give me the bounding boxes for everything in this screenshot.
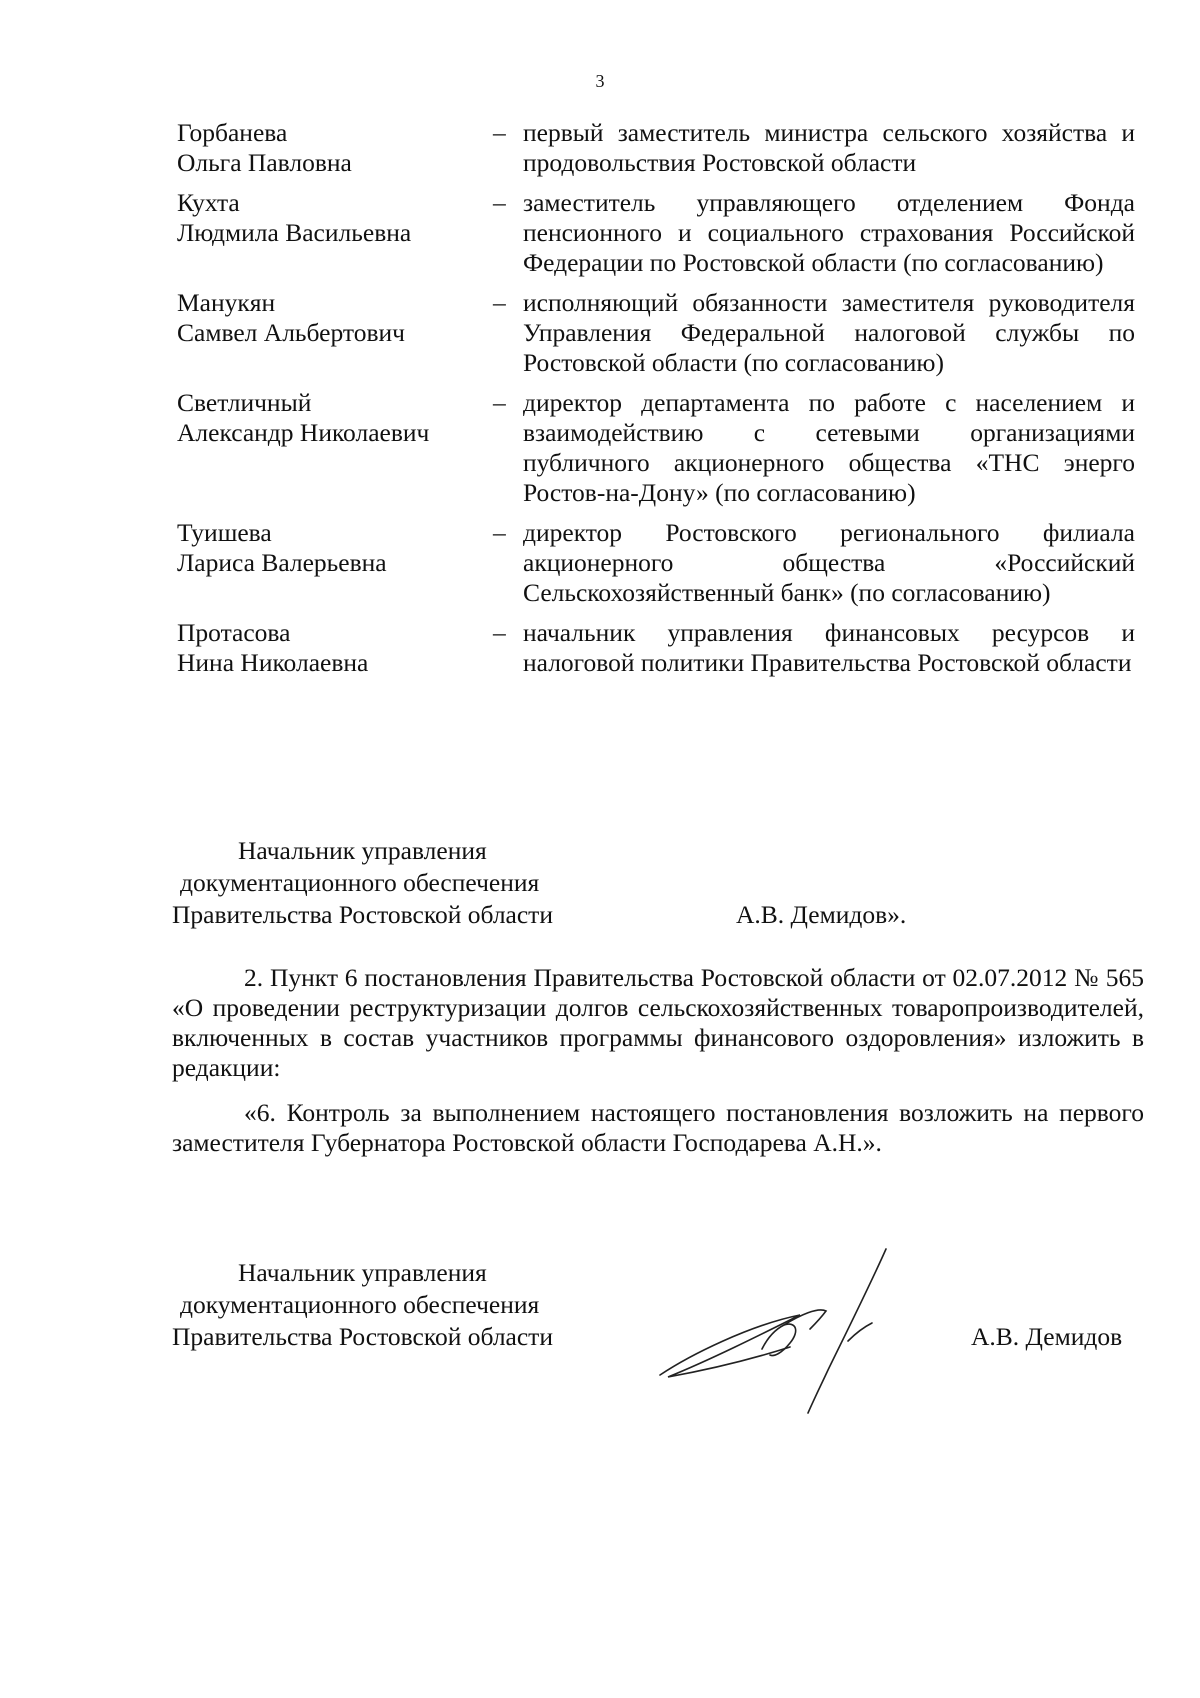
handwritten-signature (650, 1245, 930, 1420)
member-name (177, 618, 493, 678)
dash: – (493, 518, 506, 547)
member-surname: Туишева (177, 518, 272, 547)
signoff-title-line: Начальник управления (238, 1258, 487, 1287)
member-name (177, 118, 493, 178)
dash: – (493, 118, 506, 147)
commission-members-list (177, 118, 1137, 688)
paragraph (172, 1098, 1144, 1158)
signatory-name: А.В. Демидов». (736, 900, 907, 929)
paragraph-text: 2. Пункт 6 постановления Правительства Ростовской области от 02.07.2012 № 565 «О проведении реструктуризации долгов сельскохозяйственных товаропроизводителей, включенных в состав участников программы финансового оздоровления» изложить в редакции: (172, 963, 1144, 1082)
member-position: директор департамента по работе с населением и взаимодействию с сетевыми организациями публичного акционерного общества «ТНС энерго Ростов-на-Дону» (по согласованию) (523, 388, 1135, 507)
member-position: заместитель управляющего отделением Фонда пенсионного и социального страхования Российской Федерации по Ростовской области (по согласованию) (523, 188, 1135, 277)
signoff-title-line: Начальник управления (238, 836, 487, 865)
signatory-name: А.В. Демидов (971, 1322, 1123, 1351)
signoff-title-line: Правительства Ростовской области (172, 900, 553, 929)
signoff-title-line: документационного обеспечения (180, 868, 540, 897)
member-row (177, 518, 1137, 608)
member-given-names: Александр Николаевич (177, 418, 430, 447)
dash: – (493, 288, 506, 317)
dash: – (493, 188, 506, 217)
member-row (177, 388, 1137, 508)
member-position: первый заместитель министра сельского хозяйства и продовольствия Ростовской области (523, 118, 1135, 177)
member-row (177, 188, 1137, 278)
member-surname: Светличный (177, 388, 312, 417)
member-name (177, 518, 493, 608)
member-surname: Манукян (177, 288, 276, 317)
member-row (177, 118, 1137, 178)
member-name (177, 388, 493, 508)
member-row (177, 618, 1137, 678)
member-name (177, 188, 493, 278)
member-surname: Протасова (177, 618, 291, 647)
member-position: директор Ростовского регионального филиала акционерного общества «Российский Сельскохозяйственный банк» (по согласованию) (523, 518, 1135, 607)
member-given-names: Лариса Валерьевна (177, 548, 387, 577)
dash: – (493, 388, 506, 417)
member-position: начальник управления финансовых ресурсов и налоговой политики Правительства Ростовской области (523, 618, 1135, 677)
member-row (177, 288, 1137, 378)
paragraph-text: «6. Контроль за выполнением настоящего постановления возложить на первого заместителя Губернатора Ростовской области Господарева А.Н.». (172, 1098, 1144, 1157)
dash: – (493, 618, 506, 647)
member-given-names: Людмила Васильевна (177, 218, 412, 247)
page-number: 3 (595, 71, 605, 91)
member-surname: Кухта (177, 188, 240, 217)
signoff-title-line: Правительства Ростовской области (172, 1322, 553, 1351)
member-surname: Горбанева (177, 118, 288, 147)
signoff-title-line: документационного обеспечения (180, 1290, 540, 1319)
member-position: исполняющий обязанности заместителя руководителя Управления Федеральной налоговой службы по Ростовской области (по согласованию) (523, 288, 1135, 377)
paragraph (172, 963, 1144, 1083)
member-name (177, 288, 493, 378)
member-given-names: Нина Николаевна (177, 648, 369, 677)
member-given-names: Самвел Альбертович (177, 318, 405, 347)
member-given-names: Ольга Павловна (177, 148, 352, 177)
